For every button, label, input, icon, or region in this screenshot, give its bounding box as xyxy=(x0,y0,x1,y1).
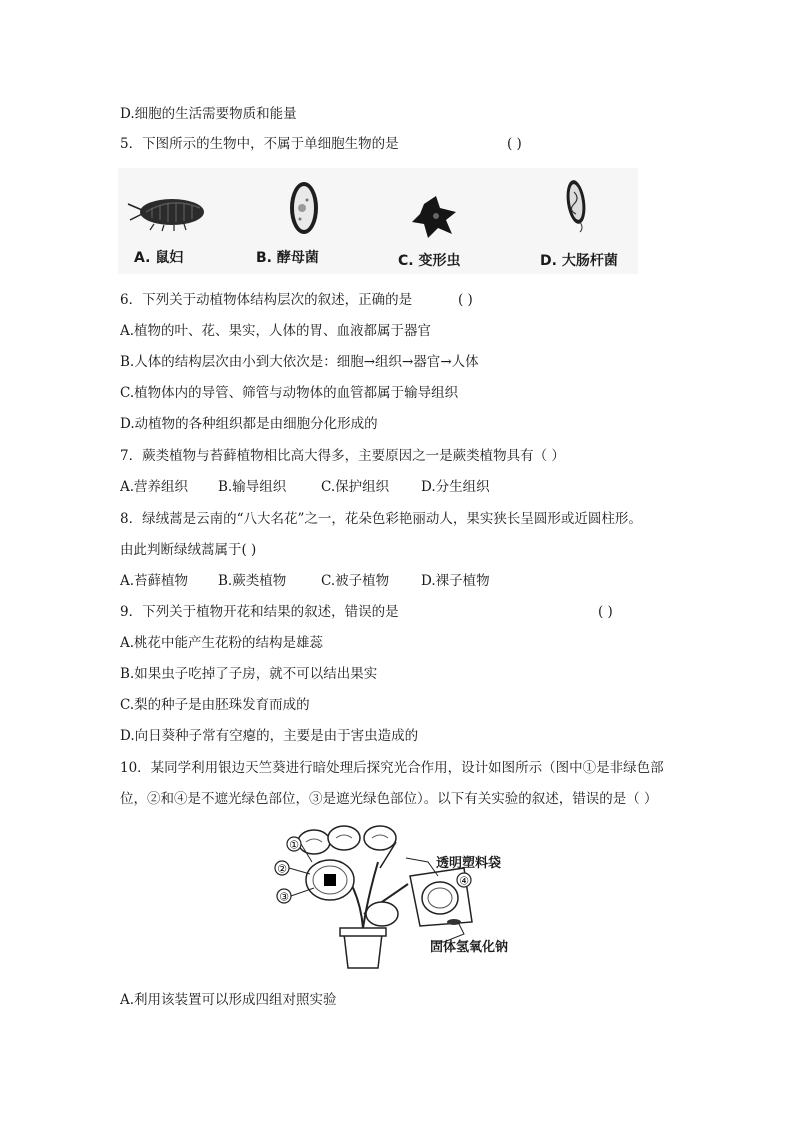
answer-blank-6: ( ) xyxy=(458,292,473,308)
q9-option-d: D.向日葵种子常有空瘪的，主要是由于害虫造成的 xyxy=(120,728,419,744)
option-d-cell-needs: D.细胞的生活需要物质和能量 xyxy=(120,106,297,122)
q10-experiment-figure xyxy=(268,822,530,972)
answer-blank-5: ( ) xyxy=(507,136,522,152)
q8-option-d: D.裸子植物 xyxy=(421,573,490,589)
caption-option-a: A. 鼠妇 xyxy=(134,250,184,266)
q7-option-d: D.分生组织 xyxy=(421,479,490,495)
question-10-continued: 位，②和④是不遮光绿色部位，③是遮光绿色部位）。以下有关实验的叙述，错误的是（ ） xyxy=(120,791,658,807)
q8-option-a: A.苔藓植物 xyxy=(120,573,189,589)
caption-option-b: B. 酵母菌 xyxy=(256,250,319,266)
q9-option-a: A.桃花中能产生花粉的结构是雄蕊 xyxy=(120,635,324,651)
question-10: 10．某同学利用银边天竺葵进行暗处理后探究光合作用，设计如图所示（图中①是非绿色部 xyxy=(120,760,664,776)
marker-2: ② xyxy=(277,862,287,876)
q6-option-d: D.动植物的各种组织都是由细胞分化形成的 xyxy=(120,416,378,432)
q7-option-a: A.营养组织 xyxy=(120,479,189,495)
q9-option-b: B.如果虫子吃掉了子房，就不可以结出果实 xyxy=(120,666,378,682)
q7-option-c: C.保护组织 xyxy=(321,479,390,495)
question-7: 7．蕨类植物与苔藓植物相比高大得多，主要原因之一是蕨类植物具有（ ） xyxy=(120,448,565,464)
label-transparent-bag: 透明塑料袋 xyxy=(436,856,502,871)
q8-option-c: C.被子植物 xyxy=(321,573,390,589)
q6-option-c: C.植物体内的导管、筛管与动物体的血管都属于输导组织 xyxy=(120,385,459,401)
question-6: 6．下列关于动植物体结构层次的叙述，正确的是 xyxy=(120,292,413,308)
marker-3: ③ xyxy=(279,890,289,904)
q8-option-b: B.蕨类植物 xyxy=(218,573,287,589)
marker-1: ① xyxy=(289,838,299,852)
question-5: 5．下图所示的生物中，不属于单细胞生物的是 xyxy=(120,136,399,152)
q6-option-b: B.人体的结构层次由小到大依次是：细胞→组织→器官→人体 xyxy=(120,354,479,370)
caption-option-d: D. 大肠杆菌 xyxy=(540,253,618,269)
caption-option-c: C. 变形虫 xyxy=(398,253,461,269)
question-8-continued: 由此判断绿绒蒿属于( ) xyxy=(120,542,257,558)
marker-4: ④ xyxy=(459,874,469,888)
q9-option-c: C.梨的种子是由胚珠发育而成的 xyxy=(120,697,310,713)
q7-option-b: B.输导组织 xyxy=(218,479,287,495)
q10-option-a: A.利用该装置可以形成四组对照实验 xyxy=(120,992,337,1008)
yeast-cell-illustration xyxy=(290,182,318,234)
question-8: 8．绿绒蒿是云南的“八大名花”之一，花朵色彩艳丽动人，果实狭长呈圆形或近圆柱形。 xyxy=(120,511,642,527)
q5-organisms-figure xyxy=(118,168,638,274)
q6-option-a: A.植物的叶、花、果实，人体的胃、血液都属于器官 xyxy=(120,323,432,339)
answer-blank-9: ( ) xyxy=(598,604,613,620)
label-solid-naoh: 固体氢氧化钠 xyxy=(430,940,509,955)
question-9: 9．下列关于植物开花和结果的叙述，错误的是 xyxy=(120,604,399,620)
